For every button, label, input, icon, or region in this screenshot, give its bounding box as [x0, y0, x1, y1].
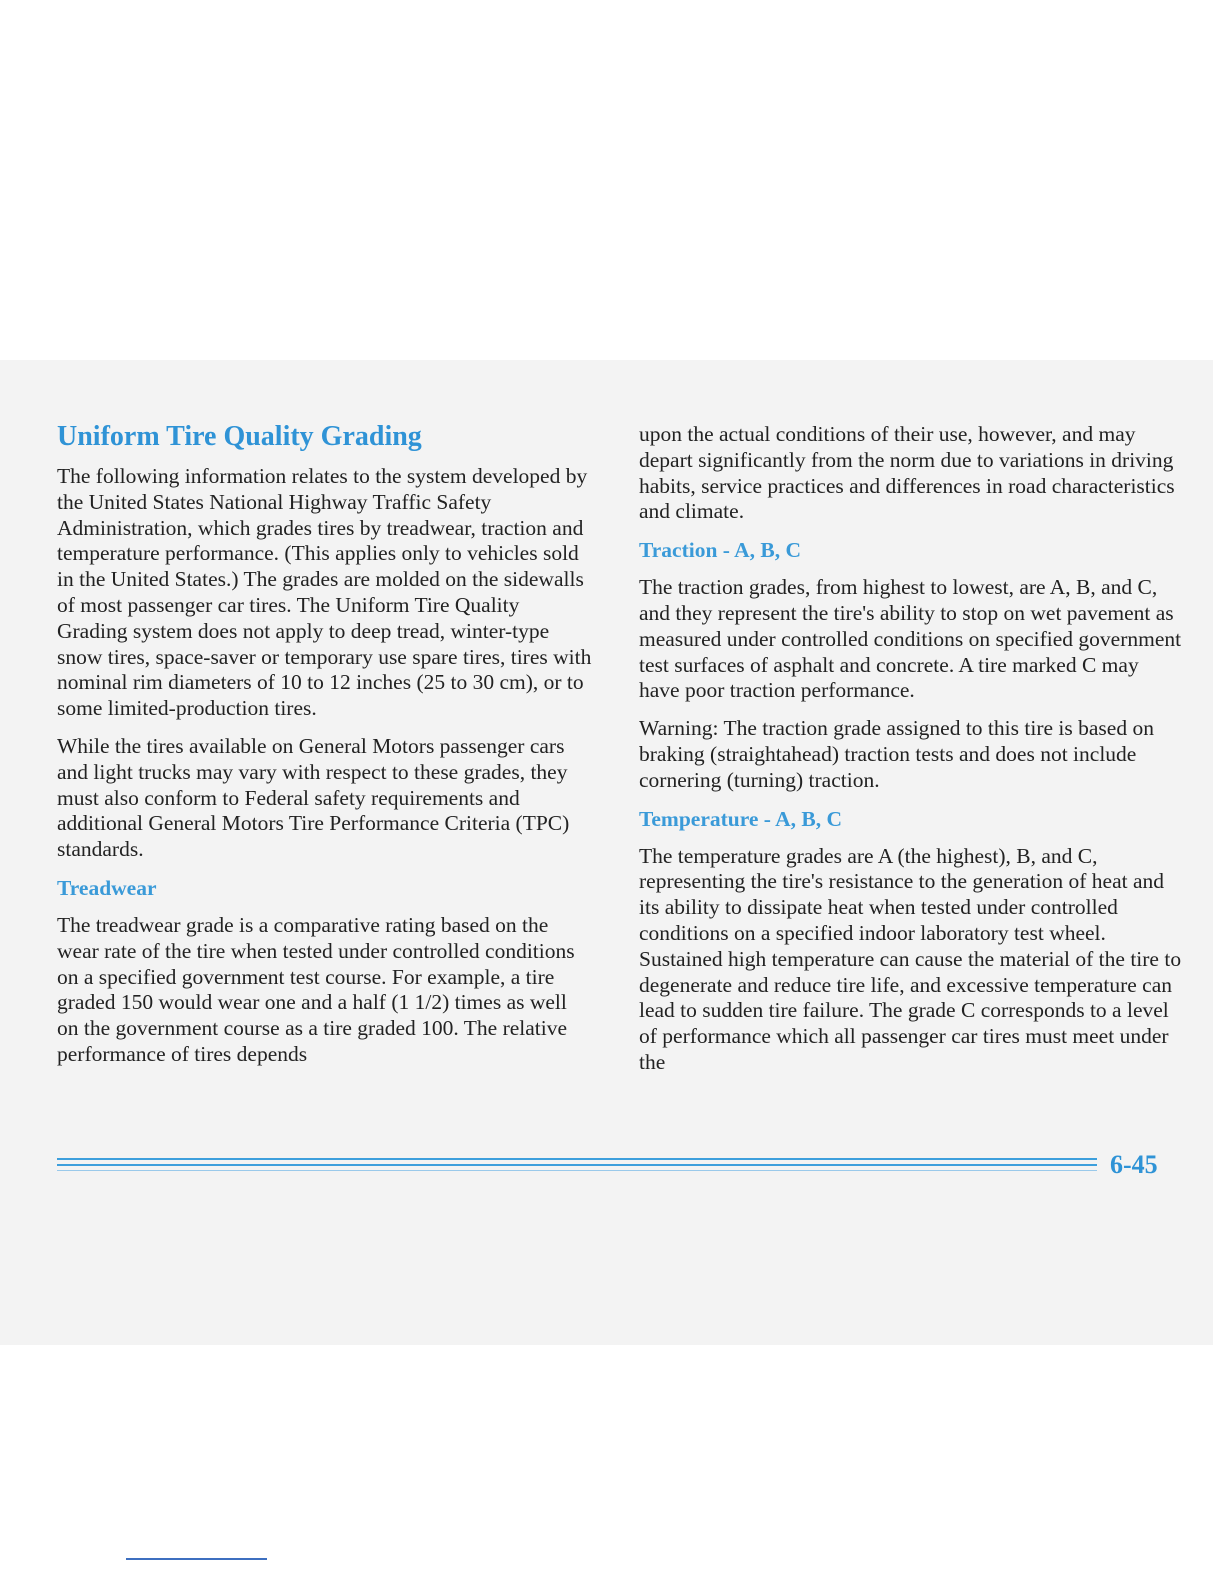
footer-rule [57, 1170, 1097, 1171]
section-title: Uniform Tire Quality Grading [57, 421, 422, 452]
left-column [57, 420, 592, 1080]
footer-rule [57, 1158, 1097, 1160]
temperature-heading: Temperature - A, B, C [639, 806, 843, 831]
gm-paragraph: While the tires available on General Motors passenger cars and light trucks may vary with respect to these grades, they must also conform to Federal safety requirements and additional General Motors Tire Performance Criteria (TPC) standards. [57, 733, 570, 862]
temperature-paragraph: The temperature grades are A (the highest), B, and C, representing the tire's resistance to the generation of heat and its ability to dissipate heat when tested under controlled conditions on a specified indoor laboratory test wheel. Sustained high temperature can cause the material of the tire to degenerate and reduce tire life, and excessive temperature can lead to sudden tire failure. The grade C corresponds to a level of performance which all passenger car tires must meet under the [639, 843, 1182, 1074]
treadwear-heading: Treadwear [57, 875, 157, 900]
traction-heading: Traction - A, B, C [639, 538, 802, 563]
traction-paragraph: The traction grades, from highest to lowest, are A, B, and C, and they represent the tire's ability to stop on wet pavement as measured under controlled conditions on specified government test surfaces of asphalt and concrete. A tire marked C may have poor traction performance. [639, 575, 1182, 703]
treadwear-paragraph: The treadwear grade is a comparative rating based on the wear rate of the tire when tested under controlled conditions on a specified government test course. For example, a tire graded 150 would wear one and a half (1 1/2) times as well on the government course as a tire graded 100. The relative performance of tires depends [57, 912, 575, 1066]
intro-paragraph: The following information relates to the system developed by the United States National Highway Traffic Safety Administration, which grades tires by treadwear, traction and temperature performance. (This applies only to vehicles sold in the United States.) The grades are molded on the sidewalls of most passenger car tires. The Uniform Tire Quality Grading system does not apply to deep tread, winter-type snow tires, space-saver or temporary use spare tires, tires with nominal rim diameters of 10 to 12 inches (25 to 30 cm), or to some limited-production tires. [57, 464, 592, 721]
warning-paragraph: Warning: The traction grade assigned to this tire is based on braking (straightahead) traction tests and does not include cornering (turning) traction. [639, 716, 1154, 792]
page-number: 6-45 [1110, 1150, 1158, 1179]
footer-rule [57, 1164, 1097, 1166]
right-column [639, 422, 1184, 1088]
continuation-paragraph: upon the actual conditions of their use, however, and may depart significantly from the norm due to variations in driving habits, service practices and differences in road characteristics and climate. [639, 422, 1175, 524]
bottom-divider [126, 1558, 267, 1560]
